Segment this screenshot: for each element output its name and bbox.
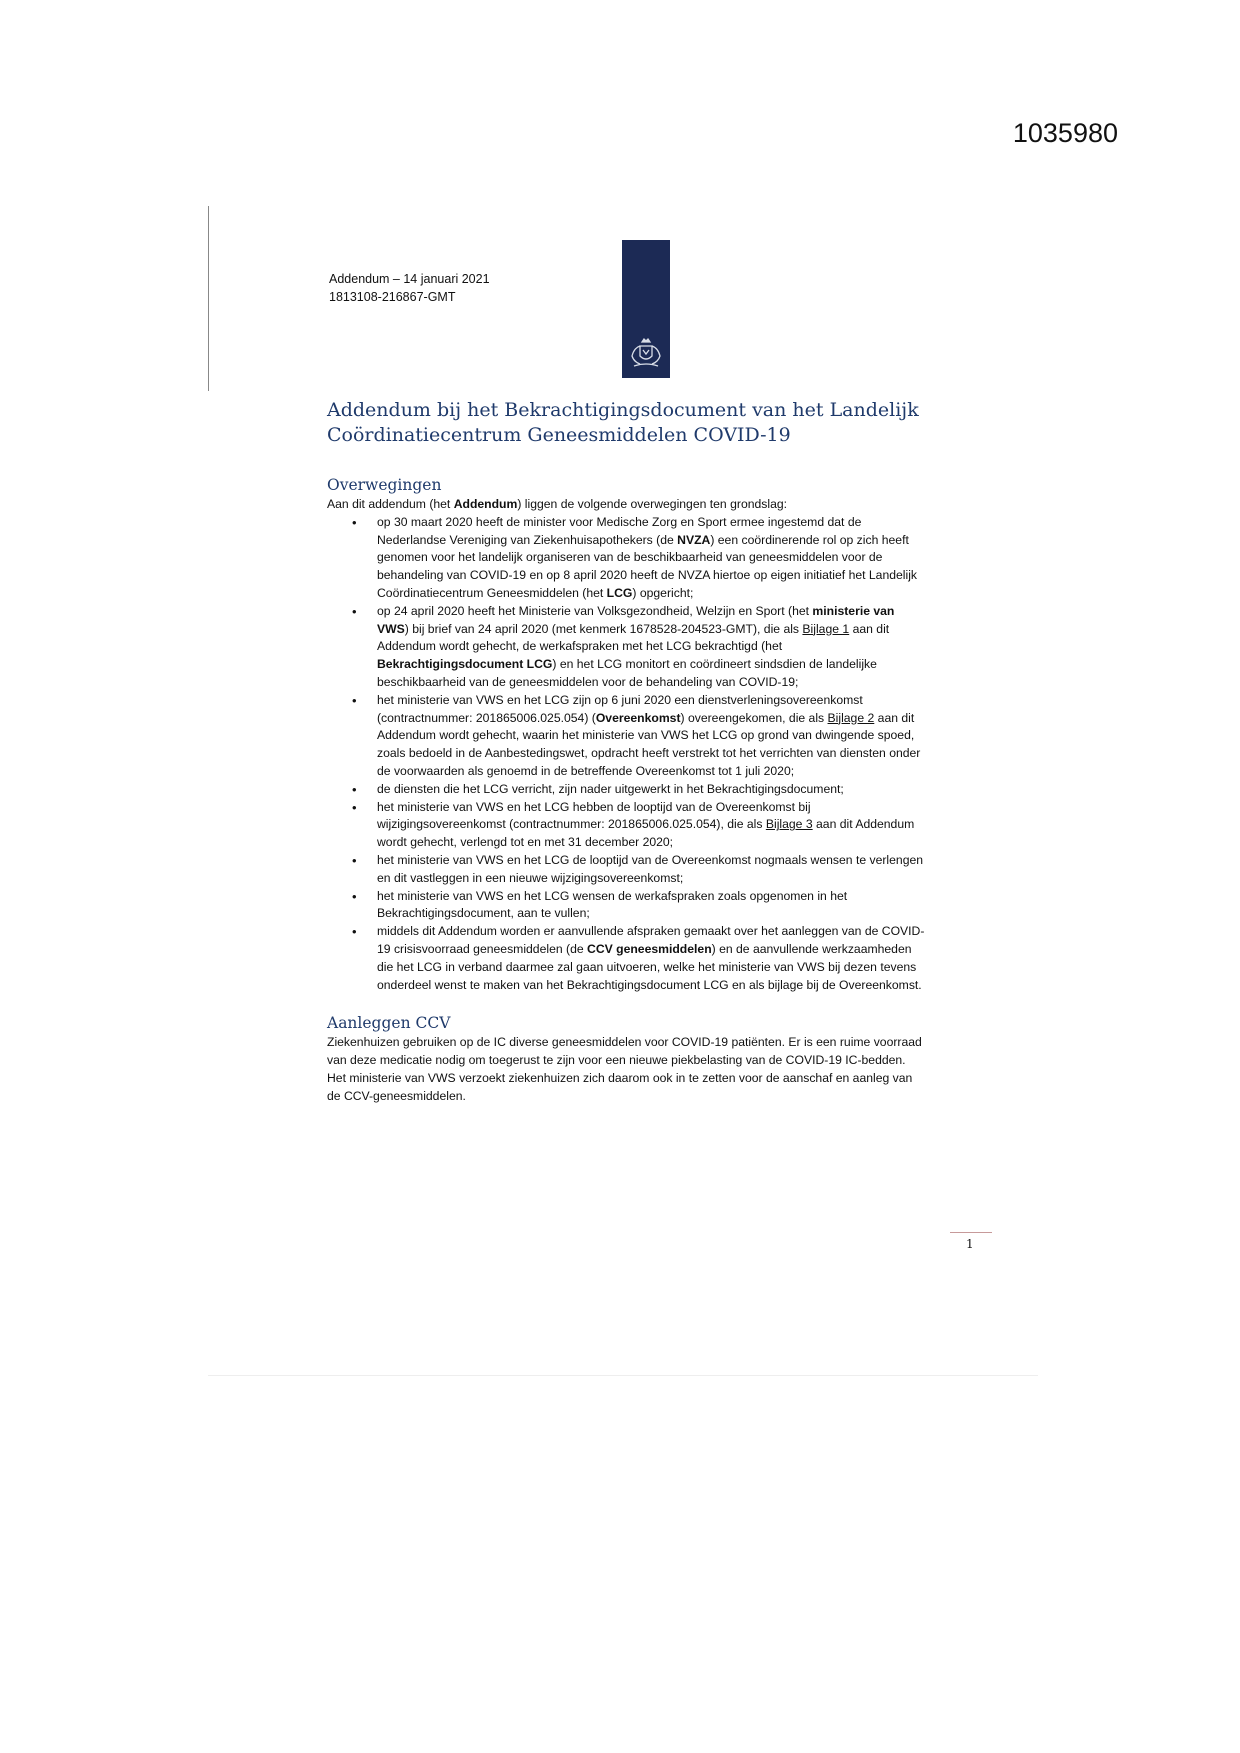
document-title: Addendum bij het Bekrachtigingsdocument van het Landelijk Coördinatiecentrum Geneesmiddelen COVID-19 xyxy=(327,399,919,446)
list-item: • middels dit Addendum worden er aanvullende afspraken gemaakt over het aanleggen van de COVID-19 crisisvoorraad geneesmiddelen (de CCV geneesmiddelen) en de aanvullende werkzaamheden die het LCG in verband daarmee zal gaan uitvoeren, welke het ministerie van VWS bij dezen tevens onderdeel wenst te maken van het Bekrachtigingsdocument LCG en als bijlage bij de Overeenkomst. xyxy=(377,923,927,994)
page-number-rule xyxy=(950,1232,992,1233)
list-item: • op 24 april 2020 heeft het Ministerie van Volksgezondheid, Welzijn en Sport (het ministerie van VWS) bij brief van 24 april 2020 (met kenmerk 1678528-204523-GMT), die als Bijlage 1 aan dit Addendum wordt gehecht, de werkafspraken met het LCG bekrachtigd (het Bekrachtigingsdocument LCG) en het LCG monitort en coördineert sindsdien de landelijke beschikbaarheid van de geneesmiddelen voor de behandeling van COVID-19; xyxy=(377,603,927,692)
list-item: • het ministerie van VWS en het LCG de looptijd van de Overeenkomst nogmaals wensen te verlengen en dit vastleggen in een nieuwe wijzigingsovereenkomst; xyxy=(377,852,927,888)
list-item: • op 30 maart 2020 heeft de minister voor Medische Zorg en Sport ermee ingestemd dat de Nederlandse Vereniging van Ziekenhuisapothekers (de NVZA) een coördinerende rol op zich heeft genomen voor het landelijk organiseren van de beschikbaarheid van geneesmiddelen voor de behandeling van COVID-19 en op 8 april 2020 heeft de NVZA hiertoe op eigen initiatief het Landelijk Coördinatiecentrum Geneesmiddelen (het LCG) opgericht; xyxy=(377,514,927,603)
heading-overwegingen: Overwegingen xyxy=(327,476,442,494)
document-number: 1035980 xyxy=(1012,118,1118,148)
coat-of-arms-icon xyxy=(628,336,664,370)
page-bottom-line xyxy=(208,1375,1038,1376)
overwegingen-intro: Aan dit addendum (het Addendum) liggen de volgende overwegingen ten grondslag: xyxy=(327,497,788,511)
document-meta xyxy=(329,270,490,306)
date-line: Addendum – 14 januari 2021 xyxy=(329,272,490,286)
reference-number: 1813108-216867-GMT xyxy=(329,290,456,304)
page-number: 1 xyxy=(966,1237,974,1251)
bijlage-2-reference: Bijlage 2 xyxy=(827,710,875,725)
list-item: • de diensten die het LCG verricht, zijn nader uitgewerkt in het Bekrachtigingsdocument; xyxy=(377,781,927,799)
bijlage-1-reference: Bijlage 1 xyxy=(802,621,850,636)
document-body xyxy=(327,398,927,1106)
overwegingen-list xyxy=(327,514,927,995)
aanleggen-ccv-text: Ziekenhuizen gebruiken op de IC diverse geneesmiddelen voor COVID-19 patiënten. Er is een ruime voorraad van deze medicatie nodig om toegerust te zijn voor een nieuwe piekbelasting van de COVID-19 IC-bedden. Het ministerie van VWS verzoekt ziekenhuizen zich daarom ook in te zetten voor de aanschaf en aanleg van de CCV-geneesmiddelen. xyxy=(327,1035,922,1103)
heading-aanleggen-ccv: Aanleggen CCV xyxy=(327,1014,451,1033)
list-item: • het ministerie van VWS en het LCG hebben de looptijd van de Overeenkomst bij wijzigingsovereenkomst (contractnummer: 201865006.025.054), die als Bijlage 3 aan dit Addendum wordt gehecht, verlengd tot en met 31 december 2020; xyxy=(377,799,927,852)
list-item: • het ministerie van VWS en het LCG zijn op 6 juni 2020 een dienstverleningsovereenkomst (contractnummer: 201865006.025.054) (Overeenkomst) overeengekomen, die als Bijlage 2 aan dit Addendum wordt gehecht, waarin het ministerie van VWS het LCG op grond van dwingende spoed, zoals bedoeld in de Aanbestedingswet, opdracht heeft verstrekt tot het verrichten van diensten onder de voorwaarden als genoemd in de betreffende Overeenkomst tot 1 juli 2020; xyxy=(377,692,927,781)
margin-line xyxy=(208,206,209,391)
list-item: • het ministerie van VWS en het LCG wensen de werkafspraken zoals opgenomen in het Bekrachtigingsdocument, aan te vullen; xyxy=(377,888,927,924)
bijlage-3-reference: Bijlage 3 xyxy=(765,817,813,832)
rijksoverheid-logo xyxy=(622,240,670,378)
